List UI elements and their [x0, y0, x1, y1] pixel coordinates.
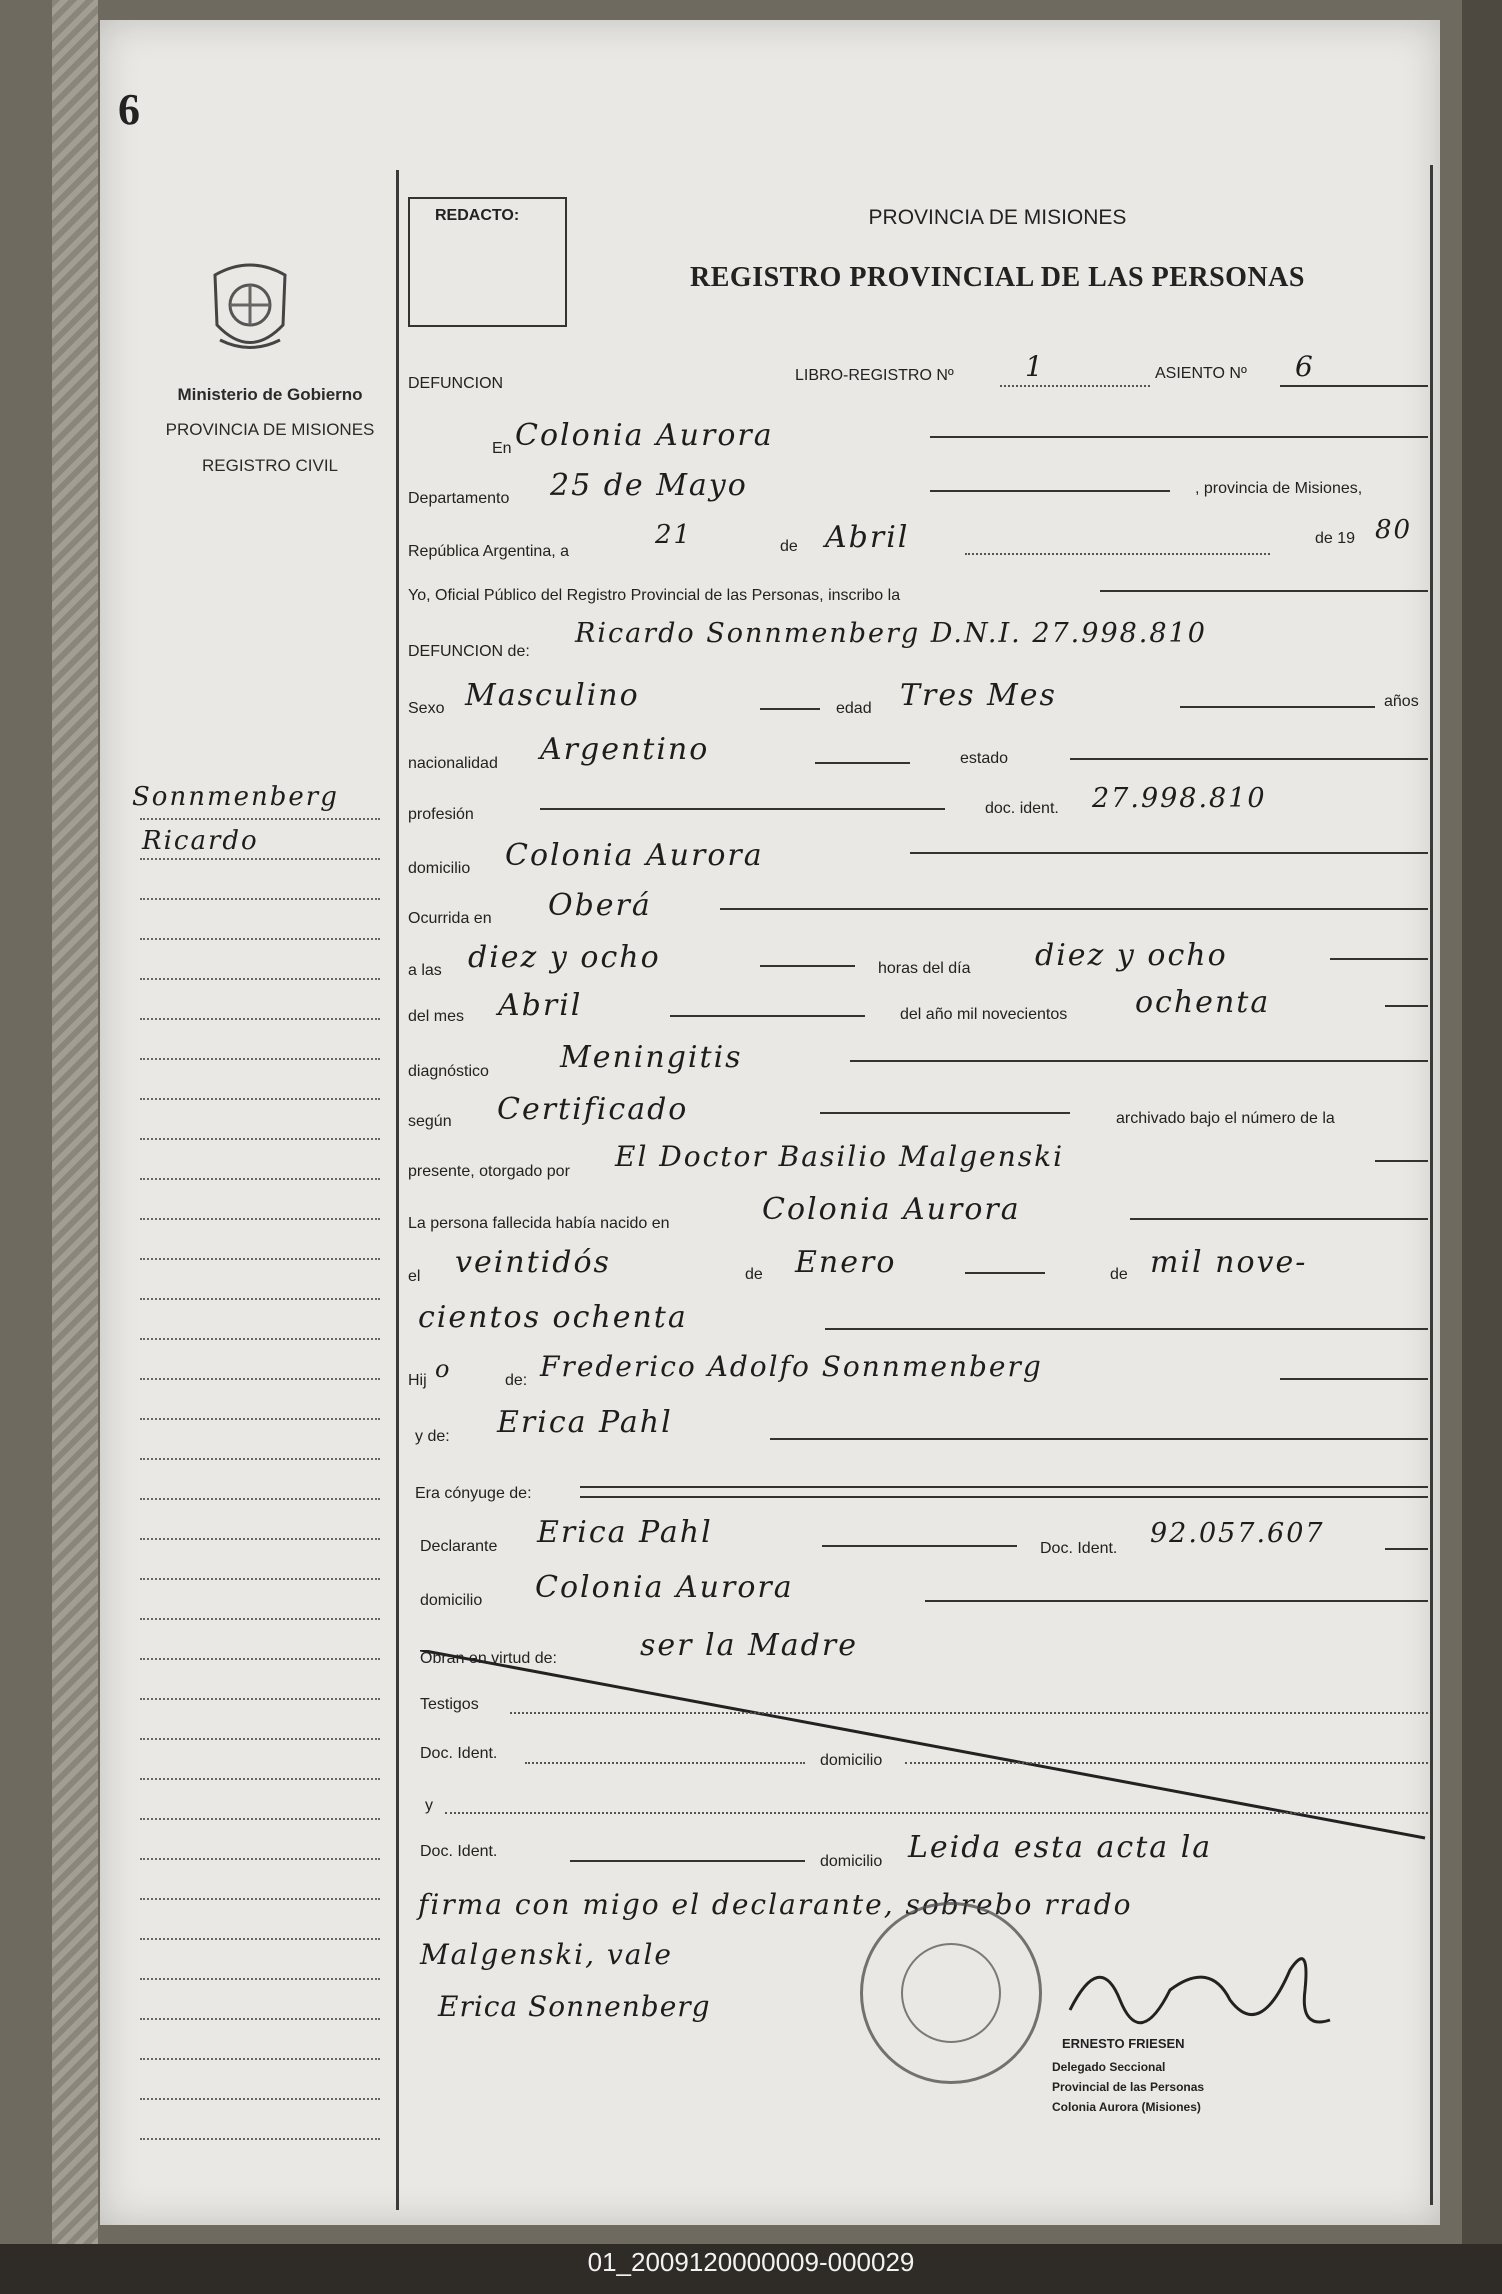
margin-annotation-name: Ricardo	[142, 826, 259, 856]
archivado-label: archivado bajo el número de la	[1116, 1110, 1335, 1127]
doc-ident2-line	[1385, 1548, 1428, 1550]
closing-line-1: firma con migo el declarante, sobrebo rrado	[418, 1888, 1133, 1921]
mes-line	[965, 553, 1270, 555]
doc-ident4-line	[570, 1860, 805, 1862]
domicilio4-label: domicilio	[820, 1853, 883, 1870]
province-title: PROVINCIA DE MISIONES	[868, 206, 1127, 229]
departamento-line	[930, 490, 1170, 492]
continuation-line	[825, 1328, 1428, 1330]
defuncion-de-label: DEFUNCION de:	[408, 643, 530, 660]
obran-value: ser la Madre	[640, 1628, 858, 1663]
del-mes-label: del mes	[408, 1008, 465, 1025]
edad-value: Tres Mes	[900, 678, 1057, 713]
horas-value: diez y ocho	[1035, 938, 1228, 973]
doc-ident4-label: Doc. Ident.	[420, 1843, 498, 1860]
estado-label: estado	[960, 750, 1009, 767]
hijo-value: Frederico Adolfo Sonnmenberg	[540, 1350, 1043, 1383]
redacto-box	[408, 197, 567, 327]
official-name: ERNESTO FRIESEN	[1062, 2036, 1185, 2051]
nacionalidad-label: nacionalidad	[408, 755, 498, 772]
de2-line	[965, 1272, 1045, 1274]
domicilio3-line	[905, 1762, 1428, 1764]
doc-ident-value: 27.998.810	[1092, 783, 1267, 814]
ministry-label: Ministerio de Gobierno	[177, 385, 363, 404]
cancel-diagonal-line	[420, 1650, 1430, 1850]
nacionalidad-value: Argentino	[540, 732, 710, 767]
margin-registry-label: REGISTRO CIVIL	[201, 456, 339, 475]
page-number: 6	[118, 85, 140, 134]
del-mes-line	[670, 1015, 865, 1017]
de2-label: de	[745, 1266, 763, 1283]
hijo-label: Hij	[408, 1372, 427, 1389]
presente-label: presente, otorgado por	[408, 1163, 570, 1180]
doc-ident3-label: Doc. Ident.	[420, 1745, 498, 1762]
segun-value: Certificado	[497, 1092, 689, 1127]
sexo-line	[760, 708, 820, 710]
y-line	[445, 1812, 1428, 1814]
segun-line	[820, 1112, 1070, 1114]
en-value: Colonia Aurora	[515, 418, 774, 453]
doc-ident2-value: 92.057.607	[1150, 1518, 1325, 1549]
sexo-value: Masculino	[465, 678, 640, 713]
a-las-line	[760, 965, 855, 967]
profesion-label: profesión	[408, 806, 474, 823]
domicilio-value: Colonia Aurora	[505, 838, 764, 873]
anos-label: años	[1384, 693, 1419, 710]
conyuge-label: Era cónyuge de:	[415, 1485, 532, 1502]
registry-title: REGISTRO PROVINCIAL DE LAS PERSONAS	[690, 262, 1305, 293]
del-ano-label: del año mil novecientos	[900, 1006, 1068, 1023]
en-line	[930, 436, 1428, 438]
ocurrida-label: Ocurrida en	[408, 910, 492, 927]
presente-line	[1375, 1160, 1428, 1162]
nacido-label: La persona fallecida había nacido en	[408, 1215, 670, 1232]
libro-value: 1	[1025, 350, 1045, 383]
yo-line	[1100, 590, 1428, 592]
testigos-line	[510, 1712, 1428, 1714]
domicilio4-value: Leida esta acta la	[908, 1830, 1213, 1865]
ocurrida-value: Oberá	[548, 888, 652, 923]
dia-value: 21	[655, 520, 693, 550]
doc-ident3-line	[525, 1762, 805, 1764]
official-round-stamp	[860, 1902, 1042, 2084]
diagnostico-line	[850, 1060, 1428, 1062]
domicilio2-label: domicilio	[420, 1592, 483, 1609]
de3-label: de	[1110, 1266, 1128, 1283]
continuation-value: cientos ochenta	[418, 1300, 688, 1335]
book-right-edge	[1462, 0, 1502, 2244]
del-ano-value: ochenta	[1135, 985, 1271, 1020]
asiento-line	[1280, 385, 1428, 387]
doc-ident2-label: Doc. Ident.	[1040, 1540, 1118, 1557]
declarante-signature: Erica Sonnenberg	[438, 1990, 711, 2023]
hijo-de-label: de:	[505, 1372, 528, 1389]
closing-line-2: Malgenski, vale	[420, 1938, 673, 1971]
el-label: el	[408, 1268, 421, 1285]
domicilio2-line	[925, 1600, 1428, 1602]
diagnostico-value: Meningitis	[560, 1040, 743, 1075]
de2-value: Enero	[795, 1245, 897, 1280]
y-de-value: Erica Pahl	[497, 1405, 673, 1440]
y-label: y	[425, 1797, 433, 1814]
ocurrida-line	[720, 908, 1428, 910]
official-title-1: Delegado Seccional	[1052, 2060, 1166, 2074]
horas-label: horas del día	[878, 960, 971, 977]
conyuge-line-2	[580, 1496, 1428, 1498]
estado-line	[1070, 758, 1428, 760]
de-label: de	[780, 538, 798, 555]
horas-line	[1330, 958, 1428, 960]
edad-line	[1180, 706, 1375, 708]
margin-annotation-surname: Sonnmenberg	[132, 782, 339, 812]
sexo-label: Sexo	[408, 700, 445, 717]
y-de-label: y de:	[415, 1428, 450, 1445]
testigos-label: Testigos	[420, 1696, 479, 1713]
domicilio-line	[910, 852, 1428, 854]
left-form-border	[396, 170, 399, 2210]
image-id-caption: 01_2009120000009-000029	[587, 2247, 915, 2277]
departamento-label: Departamento	[408, 490, 510, 507]
nacionalidad-line	[815, 762, 910, 764]
presente-value: El Doctor Basilio Malgenski	[615, 1140, 1065, 1173]
de-year-label: de 19	[1315, 530, 1356, 547]
libro-label: LIBRO-REGISTRO Nº	[795, 367, 954, 384]
right-form-border	[1430, 165, 1433, 2205]
departamento-value: 25 de Mayo	[550, 468, 748, 503]
margin-province-label: PROVINCIA DE MISIONES	[165, 420, 375, 439]
conyuge-line-1	[580, 1486, 1428, 1488]
el-value: veintidós	[455, 1245, 611, 1280]
book-spine	[52, 0, 98, 2244]
en-label: En	[492, 440, 512, 457]
mes-value: Abril	[825, 520, 910, 555]
de3-value: mil nove-	[1150, 1245, 1308, 1280]
nacido-line	[1130, 1218, 1428, 1220]
official-title-3: Colonia Aurora (Misiones)	[1052, 2100, 1201, 2114]
y-de-line	[770, 1438, 1428, 1440]
redacto-label: REDACTO:	[435, 207, 520, 224]
domicilio3-label: domicilio	[820, 1752, 883, 1769]
del-mes-value: Abril	[498, 988, 583, 1023]
diagnostico-label: diagnóstico	[408, 1063, 489, 1080]
asiento-label: ASIENTO Nº	[1155, 365, 1247, 382]
segun-label: según	[408, 1113, 452, 1130]
edad-label: edad	[836, 700, 872, 717]
a-las-value: diez y ocho	[468, 940, 661, 975]
declarante-value: Erica Pahl	[537, 1515, 713, 1550]
year-value: 80	[1375, 515, 1413, 545]
defuncion-label: DEFUNCION	[408, 375, 504, 392]
declarante-label: Declarante	[420, 1538, 498, 1555]
official-title-2: Provincial de las Personas	[1052, 2080, 1205, 2094]
asiento-value: 6	[1295, 350, 1315, 383]
declarante-line	[822, 1545, 1017, 1547]
domicilio-label: domicilio	[408, 860, 471, 877]
hijo-suffix: o	[435, 1355, 452, 1383]
del-ano-line	[1385, 1005, 1428, 1007]
republica-label: República Argentina, a	[408, 543, 569, 560]
profesion-line	[540, 808, 945, 810]
obran-label: Obran en virtud de:	[420, 1650, 557, 1667]
nacido-value: Colonia Aurora	[762, 1192, 1021, 1227]
hijo-line	[1280, 1378, 1428, 1380]
a-las-label: a las	[408, 962, 442, 979]
defuncion-de-value: Ricardo Sonnmenberg D.N.I. 27.998.810	[575, 618, 1207, 649]
doc-ident-label: doc. ident.	[985, 800, 1059, 817]
provincia-text: , provincia de Misiones,	[1195, 480, 1363, 497]
coat-of-arms-icon	[205, 255, 295, 360]
libro-line	[1000, 385, 1150, 387]
domicilio2-value: Colonia Aurora	[535, 1570, 794, 1605]
yo-text: Yo, Oficial Público del Registro Provincial de las Personas, inscribo la	[408, 587, 901, 604]
